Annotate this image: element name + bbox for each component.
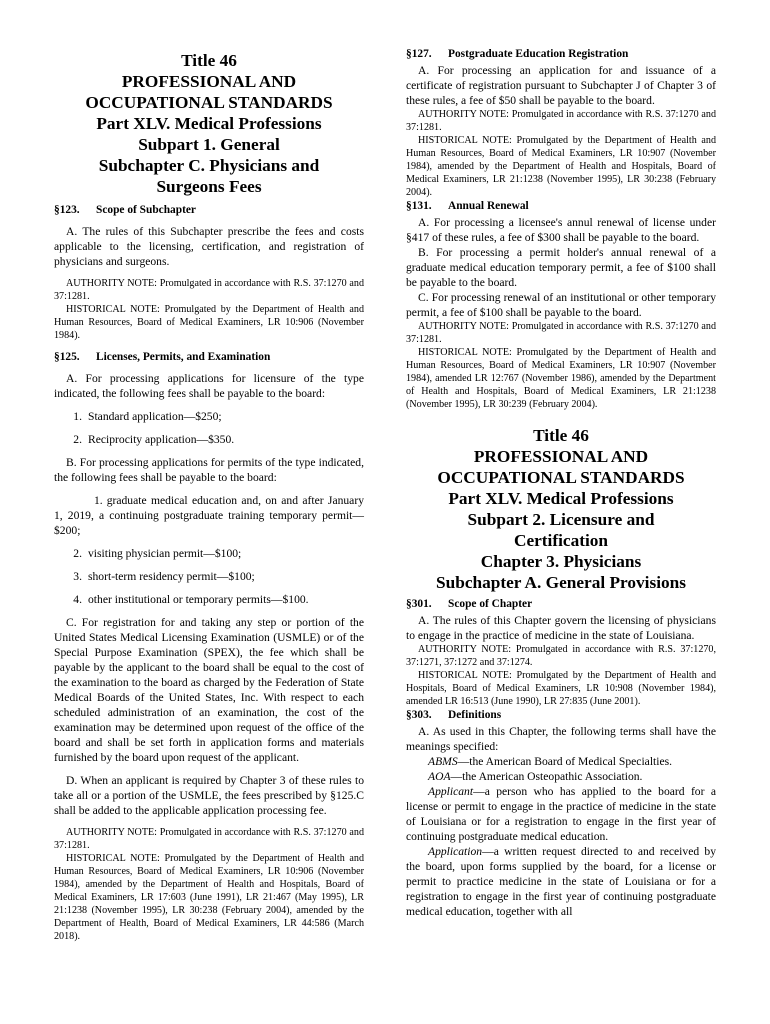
paragraph: A. For processing an application for and issuance of a certificate of registration pursuant to Subchapter J of Chapter 3 of these rules, a fee of $50 shall be payable to the board. [406, 64, 716, 107]
section-title: Scope of Subchapter [96, 204, 196, 216]
section-heading-125 [54, 350, 364, 365]
section-title: Annual Renewal [448, 200, 529, 212]
definition-term: ABMS [428, 755, 458, 768]
item-number: 4. [73, 593, 82, 606]
item-text: Reciprocity application—$350. [88, 433, 235, 446]
left-title-block [54, 50, 364, 197]
list-item [54, 569, 364, 584]
section-number: §123. [54, 204, 80, 216]
paragraph: B. For processing a permit holder's annual renewal of a graduate medical education temporary permit, a fee of $100 shall be payable to the board. [406, 246, 716, 289]
item-number: 1. [94, 494, 103, 507]
item-text: Standard application—$250; [88, 410, 222, 423]
paragraph: C. For processing renewal of an institutional or other temporary permit, a fee of $100 shall be payable to the board. [406, 291, 716, 319]
paragraph: C. For registration for and taking any step or portion of the United States Medical Licensing Examination (USMLE) or of the Special Purpose Examination (SPEX), the fee which shall be payable by the applicant to the board shall be equal to the cost of the examination to the board as charged by the Federation of State Medical Boards of the United States, Inc. With respect to each scheduled administration of an examination, the cost of the examination may be determined upon request of the office of the board and shall be set forth in application forms and materials furnished by the board upon request of the applicant. [54, 616, 364, 764]
section-title: Definitions [448, 709, 502, 721]
section-number: §301. [406, 598, 432, 610]
section-heading-127 [406, 47, 716, 62]
title-line: Subpart 2. Licensure and [467, 510, 655, 529]
section-heading-301 [406, 597, 716, 612]
definition [406, 784, 716, 844]
definition-term: AOA [428, 770, 451, 783]
right-column [406, 47, 716, 919]
definition-term: Applicant [428, 785, 474, 798]
title-line: Certification [513, 531, 609, 550]
item-number: 3. [73, 570, 82, 583]
historical-note: HISTORICAL NOTE: Promulgated by the Department of Health and Hospitals, Board of Medical Examiners, LR 10:908 (November 1984), amended LR 16:513 (June 1990), LR 27:835 (June 2001). [406, 670, 716, 707]
definition-text: —the American Board of Medical Specialties. [457, 755, 673, 768]
historical-note: HISTORICAL NOTE: Promulgated by the Department of Health and Human Resources, Board of Medical Examiners, LR 10:906 (November 1984). [54, 304, 364, 341]
paragraph: A. For processing applications for licensure of the type indicated, the following fees shall be payable to the board: [54, 372, 364, 400]
title-line: OCCUPATIONAL STANDARDS [437, 468, 685, 487]
section-heading-131 [406, 199, 716, 214]
definition-text: —a person who has applied to the board for a license or permit to engage in the practice of medicine in the state of Louisiana or for a registration to engage in the first year of continuing postgraduate medical education. [406, 785, 716, 843]
historical-note: HISTORICAL NOTE: Promulgated by the Department of Health and Human Resources, Board of Medical Examiners, LR 10:907 (November 1984), amended LR 12:767 (November 1986), amended by the Department of Health and Hospitals, Board of Medical Examiners, LR 21:1238 (November 1995), LR 30:239 (February 2004). [406, 347, 716, 410]
definition-text: —a written request directed to and received by the board, upon forms supplied by the board, for a license or permit to practice medicine in the state of Louisiana or for a registration to engage in the first year of continuing postgraduate medical education, together with all [406, 845, 716, 918]
list-item [54, 409, 364, 424]
paragraph: A. The rules of this Subchapter prescribe the fees and costs applicable to the licensing, certification, and registration of physicians and surgeons. [54, 225, 364, 268]
section-heading-123 [54, 203, 364, 218]
title-line: Part XLV. Medical Professions [96, 114, 322, 133]
definition-text: —the American Osteopathic Association. [450, 770, 643, 783]
section-title: Scope of Chapter [448, 598, 533, 610]
list-item [54, 432, 364, 447]
section-number: §125. [54, 351, 80, 363]
section-number: §303. [406, 709, 432, 721]
paragraph: A. The rules of this Chapter govern the licensing of physicians to engage in the practice of medicine in the state of Louisiana. [406, 614, 716, 642]
title-line: Chapter 3. Physicians [480, 552, 642, 571]
item-text: graduate medical education and, on and after January 1, 2019, a continuing postgraduate training temporary permit—$200; [54, 494, 364, 537]
section-title: Postgraduate Education Registration [448, 48, 629, 60]
title-line: Title 46 [533, 426, 589, 445]
item-number: 2. [73, 433, 82, 446]
section-heading-303 [406, 708, 716, 723]
authority-note: AUTHORITY NOTE: Promulgated in accordance with R.S. 37:1270 and 37:1281. [54, 827, 364, 851]
authority-note: AUTHORITY NOTE: Promulgated in accordance with R.S. 37:1270 and 37:1281. [406, 321, 716, 345]
title-line: Title 46 [181, 51, 237, 70]
title-line: Surgeons Fees [156, 177, 262, 196]
right-title-block [406, 425, 716, 593]
definition [406, 844, 716, 919]
authority-note: AUTHORITY NOTE: Promulgated in accordance with R.S. 37:1270, 37:1271, 37:1272 and 37:1274. [406, 644, 716, 668]
list-item [54, 493, 364, 538]
title-line: PROFESSIONAL AND [473, 447, 649, 466]
item-text: short-term residency permit—$100; [88, 570, 255, 583]
authority-note: AUTHORITY NOTE: Promulgated in accordance with R.S. 37:1270 and 37:1281. [406, 109, 716, 133]
list-item [54, 546, 364, 561]
paragraph: D. When an applicant is required by Chapter 3 of these rules to take all or a portion of the USMLE, the fees prescribed by §125.C shall be added to the applicable application processing fee. [54, 774, 364, 817]
section-number: §127. [406, 48, 432, 60]
authority-note: AUTHORITY NOTE: Promulgated in accordance with R.S. 37:1270 and 37:1281. [54, 278, 364, 302]
item-text: visiting physician permit—$100; [88, 547, 242, 560]
title-line: Subchapter C. Physicians and [98, 156, 320, 175]
paragraph: B. For processing applications for permits of the type indicated, the following fees shall be payable to the board: [54, 456, 364, 484]
definition-term: Application [428, 845, 483, 858]
title-line: Subchapter A. General Provisions [436, 573, 686, 592]
left-column [54, 44, 364, 943]
item-number: 1. [73, 410, 82, 423]
title-line: OCCUPATIONAL STANDARDS [85, 93, 333, 112]
definition [406, 754, 716, 769]
paragraph: A. As used in this Chapter, the following terms shall have the meanings specified: [406, 725, 716, 753]
title-line: Part XLV. Medical Professions [448, 489, 674, 508]
title-line: PROFESSIONAL AND [121, 72, 297, 91]
historical-note: HISTORICAL NOTE: Promulgated by the Department of Health and Human Resources, Board of Medical Examiners, LR 10:906 (November 1984), amended by the Department of Health and Hospitals, Board of Medical Examiners, LR 17:603 (June 1991), LR 21:467 (May 1995), LR 21:1238 (November 1995), LR 30:238 (February 2004), amended by the Department of Health, Board of Medical Examiners, LR 44:586 (March 2018). [54, 853, 364, 942]
section-title: Licenses, Permits, and Examination [96, 351, 271, 363]
paragraph: A. For processing a licensee's annul renewal of license under §417 of these rules, a fee of $300 shall be payable to the board. [406, 216, 716, 244]
item-text: other institutional or temporary permits—$100. [88, 593, 309, 606]
historical-note: HISTORICAL NOTE: Promulgated by the Department of Health and Human Resources, Board of Medical Examiners, LR 10:907 (November 1984), amended by the Department of Health and Hospitals, Board of Medical Examiners, LR 21:1238 (November 1995), LR 30:238 (February 2004). [406, 135, 716, 198]
item-number: 2. [73, 547, 82, 560]
title-line: Subpart 1. General [138, 135, 280, 154]
list-item [54, 592, 364, 607]
section-number: §131. [406, 200, 432, 212]
definition [406, 769, 716, 784]
